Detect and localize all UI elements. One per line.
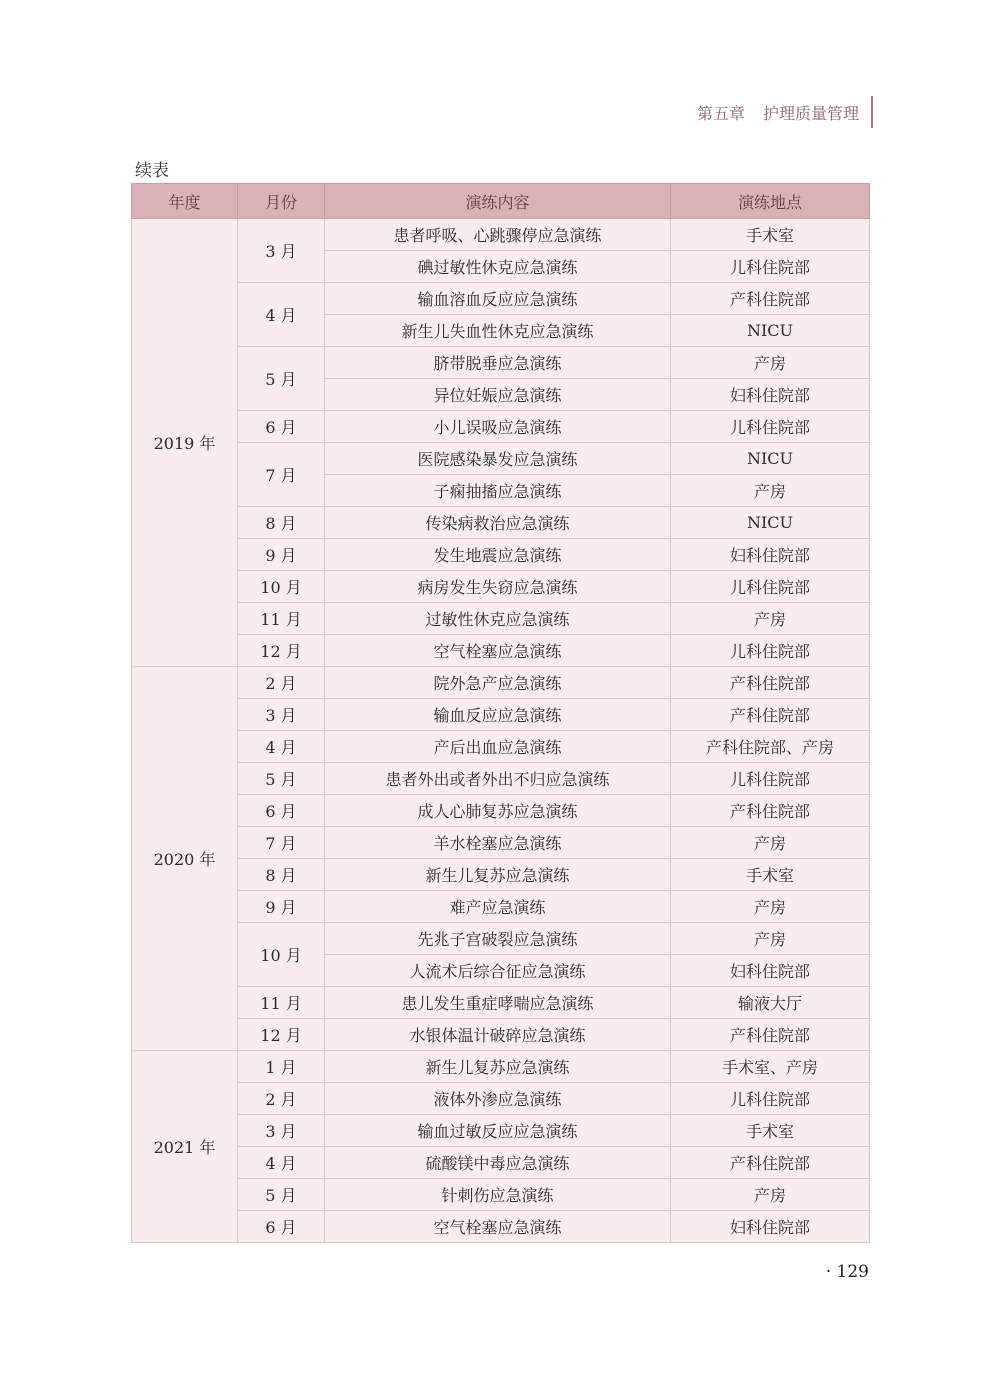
- drill-content-cell: 空气栓塞应急演练: [325, 635, 671, 667]
- month-cell: 8 月: [238, 507, 325, 539]
- month-cell: 2 月: [238, 1083, 325, 1115]
- drill-content-cell: 医院感染暴发应急演练: [325, 443, 671, 475]
- drill-location-cell: NICU: [671, 443, 870, 475]
- month-cell: 3 月: [238, 219, 325, 283]
- drill-location-cell: 产科住院部、产房: [671, 731, 870, 763]
- table-row: [132, 571, 870, 603]
- table-row: [132, 923, 870, 955]
- month-cell: 12 月: [238, 635, 325, 667]
- month-cell: 5 月: [238, 763, 325, 795]
- drill-content-cell: 新生儿复苏应急演练: [325, 859, 671, 891]
- drill-location-cell: 产房: [671, 1179, 870, 1211]
- drill-content-cell: 人流术后综合征应急演练: [325, 955, 671, 987]
- table-row: [132, 667, 870, 699]
- drill-content-cell: 水银体温计破碎应急演练: [325, 1019, 671, 1051]
- table-row: [132, 731, 870, 763]
- drill-content-cell: 发生地震应急演练: [325, 539, 671, 571]
- drill-content-cell: 传染病救治应急演练: [325, 507, 671, 539]
- column-header-year: 年度: [132, 184, 238, 219]
- table-row: [132, 443, 870, 475]
- table-row: [132, 1211, 870, 1243]
- table-caption: 续表: [135, 161, 169, 181]
- table-row: [132, 1019, 870, 1051]
- chapter-label: 第五章: [696, 103, 745, 123]
- drill-location-cell: 输液大厅: [671, 987, 870, 1019]
- drill-content-cell: 硫酸镁中毒应急演练: [325, 1147, 671, 1179]
- drill-location-cell: 产房: [671, 891, 870, 923]
- month-cell: 4 月: [238, 731, 325, 763]
- month-cell: 6 月: [238, 411, 325, 443]
- drill-location-cell: 产科住院部: [671, 699, 870, 731]
- table-row: [132, 987, 870, 1019]
- drill-location-cell: 产房: [671, 923, 870, 955]
- drill-location-cell: 儿科住院部: [671, 1083, 870, 1115]
- table-row: [132, 219, 870, 251]
- table-row: [132, 507, 870, 539]
- month-cell: 11 月: [238, 987, 325, 1019]
- month-cell: 7 月: [238, 443, 325, 507]
- drill-schedule-table: [131, 183, 870, 1243]
- table-row: [132, 603, 870, 635]
- drill-location-cell: 产房: [671, 475, 870, 507]
- table-row: [132, 827, 870, 859]
- drill-location-cell: 手术室: [671, 859, 870, 891]
- month-cell: 10 月: [238, 923, 325, 987]
- drill-content-cell: 输血反应应急演练: [325, 699, 671, 731]
- drill-location-cell: 儿科住院部: [671, 763, 870, 795]
- drill-location-cell: 儿科住院部: [671, 251, 870, 283]
- drill-content-cell: 患者外出或者外出不归应急演练: [325, 763, 671, 795]
- drill-content-cell: 院外急产应急演练: [325, 667, 671, 699]
- drill-location-cell: 产科住院部: [671, 795, 870, 827]
- month-cell: 3 月: [238, 699, 325, 731]
- drill-location-cell: 儿科住院部: [671, 635, 870, 667]
- drill-location-cell: 手术室、产房: [671, 1051, 870, 1083]
- table-row: [132, 411, 870, 443]
- year-cell: 2019 年: [132, 219, 238, 667]
- drill-location-cell: 产科住院部: [671, 1147, 870, 1179]
- table-row: [132, 347, 870, 379]
- table-row: [132, 1179, 870, 1211]
- month-cell: 1 月: [238, 1051, 325, 1083]
- drill-content-cell: 针刺伤应急演练: [325, 1179, 671, 1211]
- month-cell: 9 月: [238, 891, 325, 923]
- table-row: [132, 1115, 870, 1147]
- drill-content-cell: 液体外渗应急演练: [325, 1083, 671, 1115]
- year-cell: 2021 年: [132, 1051, 238, 1243]
- column-header-location: 演练地点: [671, 184, 870, 219]
- table-header-row: [132, 184, 870, 219]
- drill-content-cell: 患儿发生重症哮喘应急演练: [325, 987, 671, 1019]
- drill-location-cell: 产房: [671, 347, 870, 379]
- month-cell: 8 月: [238, 859, 325, 891]
- month-cell: 3 月: [238, 1115, 325, 1147]
- running-header: [697, 96, 873, 128]
- drill-location-cell: NICU: [671, 315, 870, 347]
- drill-content-cell: 小儿误吸应急演练: [325, 411, 671, 443]
- table-row: [132, 795, 870, 827]
- year-cell: 2020 年: [132, 667, 238, 1051]
- drill-location-cell: 妇科住院部: [671, 1211, 870, 1243]
- month-cell: 5 月: [238, 1179, 325, 1211]
- month-cell: 4 月: [238, 1147, 325, 1179]
- month-cell: 11 月: [238, 603, 325, 635]
- month-cell: 10 月: [238, 571, 325, 603]
- drill-location-cell: 产科住院部: [671, 667, 870, 699]
- drill-content-cell: 脐带脱垂应急演练: [325, 347, 671, 379]
- chapter-title: 护理质量管理: [762, 103, 859, 123]
- table-row: [132, 635, 870, 667]
- drill-location-cell: 妇科住院部: [671, 539, 870, 571]
- drill-content-cell: 难产应急演练: [325, 891, 671, 923]
- month-cell: 7 月: [238, 827, 325, 859]
- page-number: · 129: [825, 1262, 869, 1282]
- drill-content-cell: 产后出血应急演练: [325, 731, 671, 763]
- column-header-month: 月份: [238, 184, 325, 219]
- drill-content-cell: 成人心肺复苏应急演练: [325, 795, 671, 827]
- drill-content-cell: 子痫抽搐应急演练: [325, 475, 671, 507]
- drill-content-cell: 患者呼吸、心跳骤停应急演练: [325, 219, 671, 251]
- table-row: [132, 859, 870, 891]
- drill-location-cell: 儿科住院部: [671, 411, 870, 443]
- drill-content-cell: 异位妊娠应急演练: [325, 379, 671, 411]
- table-body: [132, 219, 870, 1243]
- drill-content-cell: 先兆子宫破裂应急演练: [325, 923, 671, 955]
- drill-location-cell: 儿科住院部: [671, 571, 870, 603]
- month-cell: 6 月: [238, 1211, 325, 1243]
- drill-location-cell: 产科住院部: [671, 1019, 870, 1051]
- drill-content-cell: 新生儿复苏应急演练: [325, 1051, 671, 1083]
- table-row: [132, 1051, 870, 1083]
- month-cell: 5 月: [238, 347, 325, 411]
- table-row: [132, 1147, 870, 1179]
- table-row: [132, 763, 870, 795]
- drill-location-cell: 产科住院部: [671, 283, 870, 315]
- drill-content-cell: 过敏性休克应急演练: [325, 603, 671, 635]
- drill-location-cell: 妇科住院部: [671, 955, 870, 987]
- drill-content-cell: 空气栓塞应急演练: [325, 1211, 671, 1243]
- table-row: [132, 283, 870, 315]
- table-row: [132, 1083, 870, 1115]
- table-row: [132, 891, 870, 923]
- drill-location-cell: 产房: [671, 827, 870, 859]
- month-cell: 6 月: [238, 795, 325, 827]
- drill-content-cell: 输血溶血反应应急演练: [325, 283, 671, 315]
- month-cell: 4 月: [238, 283, 325, 347]
- drill-location-cell: 手术室: [671, 219, 870, 251]
- month-cell: 12 月: [238, 1019, 325, 1051]
- column-header-content: 演练内容: [325, 184, 671, 219]
- drill-content-cell: 输血过敏反应应急演练: [325, 1115, 671, 1147]
- drill-location-cell: 手术室: [671, 1115, 870, 1147]
- table-row: [132, 699, 870, 731]
- drill-location-cell: 妇科住院部: [671, 379, 870, 411]
- drill-content-cell: 碘过敏性休克应急演练: [325, 251, 671, 283]
- drill-content-cell: 病房发生失窃应急演练: [325, 571, 671, 603]
- month-cell: 9 月: [238, 539, 325, 571]
- table-row: [132, 539, 870, 571]
- month-cell: 2 月: [238, 667, 325, 699]
- drill-location-cell: 产房: [671, 603, 870, 635]
- drill-content-cell: 新生儿失血性休克应急演练: [325, 315, 671, 347]
- drill-location-cell: NICU: [671, 507, 870, 539]
- drill-content-cell: 羊水栓塞应急演练: [325, 827, 671, 859]
